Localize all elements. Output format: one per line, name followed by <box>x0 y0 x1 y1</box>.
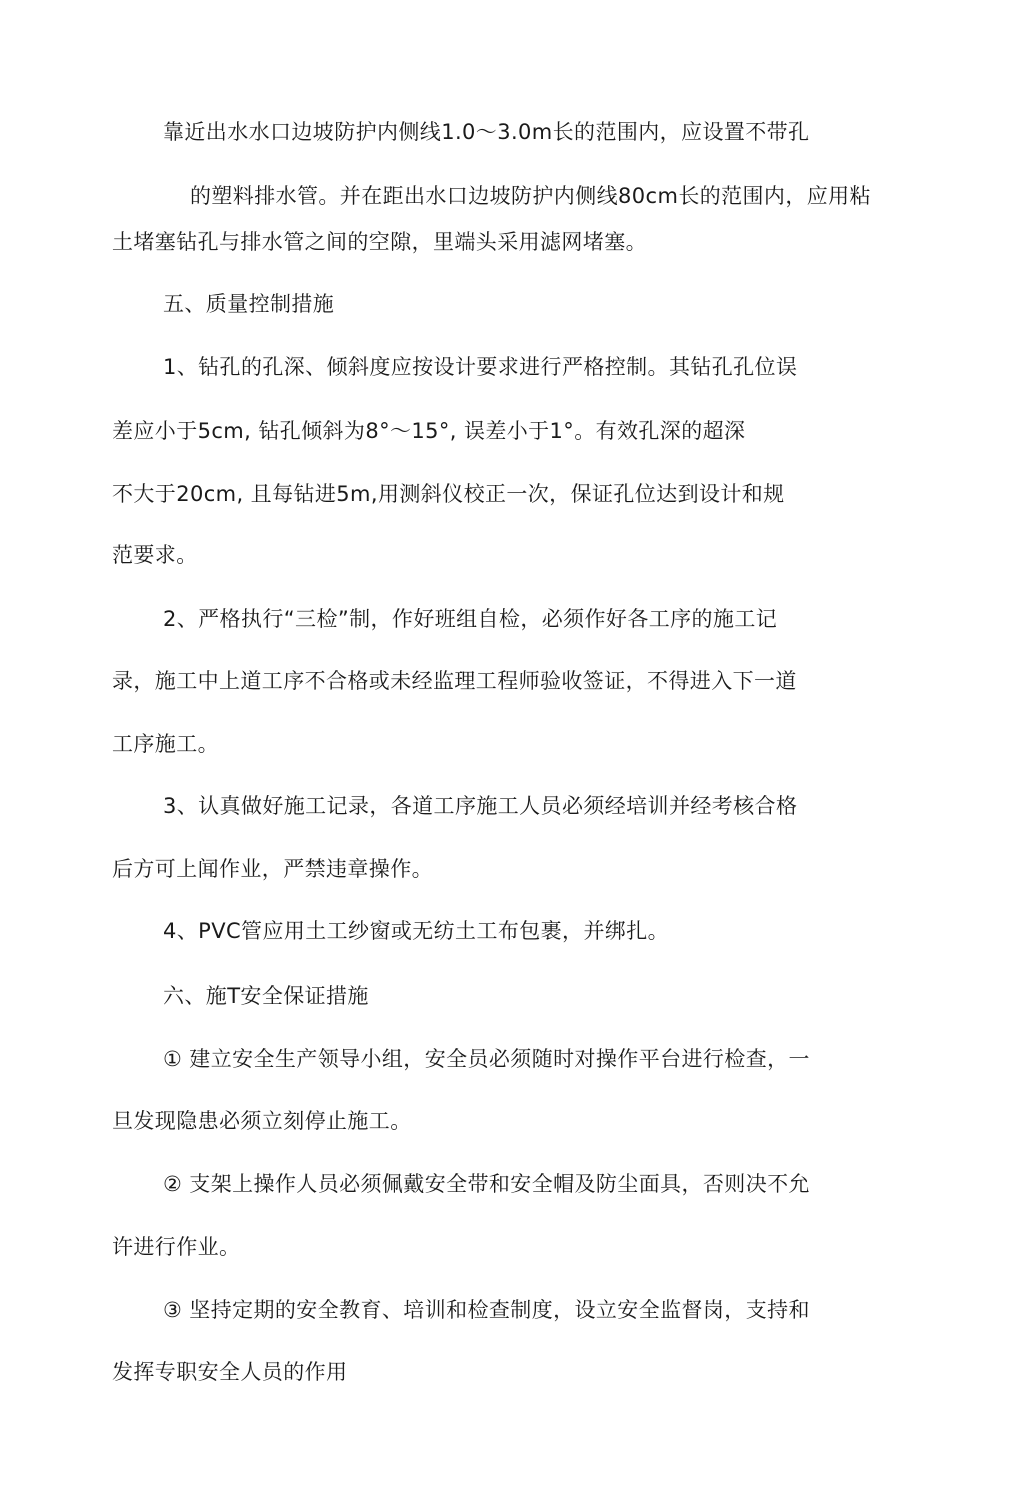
paragraph-line: 许进行作业。 <box>112 1235 241 1259</box>
paragraph-line: 3、认真做好施工记录，各道工序施工人员必须经培训并经考核合格 <box>163 794 798 818</box>
section-heading: 六、施T安全保证措施 <box>163 984 369 1008</box>
paragraph-line: 旦发现隐患必须立刻停止施工。 <box>112 1109 412 1133</box>
paragraph-line: ② 支架上操作人员必须佩戴安全带和安全帽及防尘面具，否则决不允 <box>163 1172 810 1196</box>
paragraph-line: 不大于20cm, 且每钻进5m,用测斜仪校正一次，保证孔位达到设计和规 <box>112 482 785 506</box>
paragraph-line: 4、PVC管应用土工纱窗或无纺土工布包裹，并绑扎。 <box>163 919 670 943</box>
paragraph-line: 土堵塞钻孔与排水管之间的空隙，里端头采用滤网堵塞。 <box>112 230 647 254</box>
paragraph-line: 的塑料排水管。并在距出水口边坡防护内侧线80cm长的范围内，应用粘 <box>190 184 871 208</box>
paragraph-line: 工序施工。 <box>112 732 219 756</box>
paragraph-line: 范要求。 <box>112 543 198 567</box>
section-heading: 五、质量控制措施 <box>163 292 335 316</box>
paragraph-line: 差应小于5cm, 钻孔倾斜为8°～15°, 误差小于1°。有效孔深的超深 <box>112 419 746 443</box>
paragraph-line: ③ 坚持定期的安全教育、培训和检查制度，设立安全监督岗，支持和 <box>163 1298 810 1322</box>
paragraph-line: 2、严格执行“三检”制，作好班组自检，必须作好各工序的施工记 <box>163 607 778 631</box>
paragraph-line: 靠近出水水口边坡防护内侧线1.0～3.0m长的范围内，应设置不带孔 <box>163 120 810 144</box>
paragraph-line: 1、钻孔的孔深、倾斜度应按设计要求进行严格控制。其钻孔孔位误 <box>163 355 798 379</box>
paragraph-line: 录，施工中上道工序不合格或未经监理工程师验收签证，不得进入下一道 <box>112 669 797 693</box>
paragraph-line: ① 建立安全生产领导小组，安全员必须随时对操作平台进行检查，一 <box>163 1047 810 1071</box>
paragraph-line: 发挥专职安全人员的作用 <box>112 1360 348 1384</box>
paragraph-line: 后方可上闻作业，严禁违章操作。 <box>112 857 433 881</box>
